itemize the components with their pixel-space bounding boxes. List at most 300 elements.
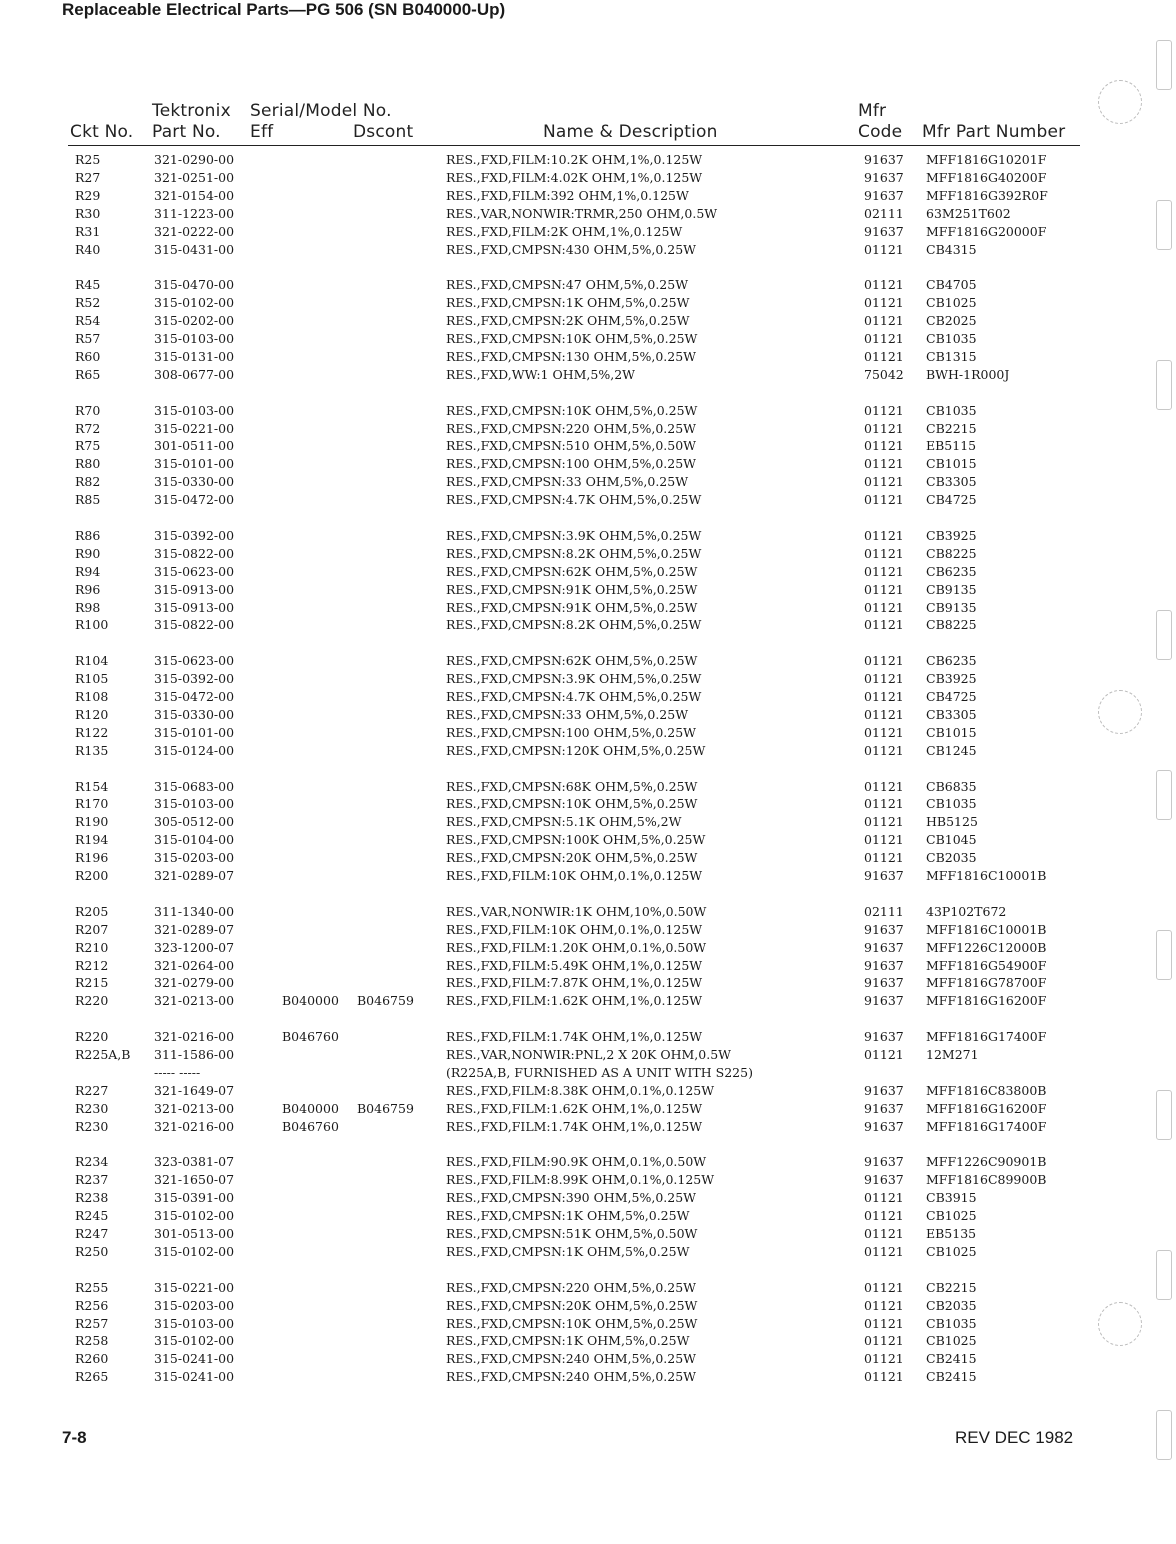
ckt-no-cell: R237 xyxy=(75,1172,109,1188)
part-number-cell: 321-0213-00 xyxy=(154,1100,235,1116)
mfr-code-cell: 01121 xyxy=(864,796,904,812)
part-number-cell: 315-0203-00 xyxy=(154,1297,235,1313)
table-row xyxy=(0,1207,1176,1224)
serial-eff-cell: B046760 xyxy=(282,1118,339,1134)
mfr-part-number-cell: MFF1816G78700F xyxy=(926,975,1047,991)
table-row xyxy=(0,527,1176,544)
description-cell: RES.,FXD,FILM:5.49K OHM,1%,0.125W xyxy=(446,957,703,973)
table-row xyxy=(0,921,1176,938)
ckt-no-cell: R245 xyxy=(75,1208,109,1224)
mfr-code-cell: 01121 xyxy=(864,1047,904,1062)
description-cell: RES.,FXD,FILM:392 OHM,1%,0.125W xyxy=(446,187,689,203)
table-row xyxy=(0,366,1176,383)
ckt-no-cell: R154 xyxy=(75,778,109,794)
mfr-code-cell: 01121 xyxy=(864,832,904,848)
table-row xyxy=(0,581,1176,598)
description-cell: RES.,FXD,FILM:8.99K OHM,0.1%,0.125W xyxy=(446,1172,715,1188)
ckt-no-cell: R90 xyxy=(75,545,101,561)
description-cell: RES.,FXD,CMPSN:8.2K OHM,5%,0.25W xyxy=(446,617,702,633)
ckt-no-cell: R45 xyxy=(75,277,101,293)
part-number-cell: 311-1586-00 xyxy=(154,1047,235,1062)
mfr-part-number-cell: CB2215 xyxy=(926,1279,977,1295)
table-row xyxy=(0,1064,1176,1081)
mfr-code-cell: 01121 xyxy=(864,671,904,687)
mfr-code-cell: 01121 xyxy=(864,581,904,597)
mfr-code-cell: 91637 xyxy=(864,993,904,1009)
mfr-part-number-cell: CB1035 xyxy=(926,796,977,812)
part-number-cell: 321-0154-00 xyxy=(154,187,235,203)
description-cell: RES.,FXD,CMPSN:510 OHM,5%,0.50W xyxy=(446,438,696,454)
ckt-no-cell: R80 xyxy=(75,456,101,472)
table-row xyxy=(0,974,1176,991)
description-cell: RES.,FXD,CMPSN:20K OHM,5%,0.25W xyxy=(446,1297,698,1313)
part-number-cell: 315-0103-00 xyxy=(154,331,235,346)
description-cell: RES.,FXD,CMPSN:220 OHM,5%,0.25W xyxy=(446,1279,696,1295)
mfr-part-number-cell: CB1025 xyxy=(926,1333,977,1349)
description-cell: RES.,FXD,CMPSN:120K OHM,5%,0.25W xyxy=(446,742,706,758)
ckt-no-cell: R265 xyxy=(75,1369,109,1385)
table-row xyxy=(0,312,1176,329)
part-number-cell: 315-0623-00 xyxy=(154,653,235,669)
table-row xyxy=(0,688,1176,705)
description-cell: RES.,FXD,CMPSN:5.1K OHM,5%,2W xyxy=(446,814,682,830)
table-row xyxy=(0,831,1176,848)
mfr-code-cell: 02111 xyxy=(864,903,904,919)
ckt-no-cell: R82 xyxy=(75,474,101,490)
description-cell: RES.,FXD,CMPSN:100 OHM,5%,0.25W xyxy=(446,456,696,472)
mfr-part-number-cell: CB3915 xyxy=(926,1190,977,1206)
ckt-no-cell: R60 xyxy=(75,348,101,364)
mfr-part-number-cell: CB1035 xyxy=(926,402,977,418)
mfr-part-number-cell: MFF1816G392R0F xyxy=(926,187,1048,203)
ckt-no-cell: R247 xyxy=(75,1226,109,1241)
mfr-code-cell: 01121 xyxy=(864,545,904,561)
ckt-no-cell: R170 xyxy=(75,796,109,812)
ckt-no-cell: R238 xyxy=(75,1190,109,1206)
ckt-no-cell: R52 xyxy=(75,295,101,311)
table-row xyxy=(0,223,1176,240)
ckt-no-cell: R70 xyxy=(75,402,101,418)
mfr-code-cell: 01121 xyxy=(864,241,904,257)
part-number-cell: 315-0124-00 xyxy=(154,742,235,758)
table-row xyxy=(0,1368,1176,1385)
table-row xyxy=(0,1171,1176,1188)
mfr-part-number-cell: CB4725 xyxy=(926,492,977,508)
mfr-code-cell: 01121 xyxy=(864,1226,904,1241)
mfr-code-cell: 01121 xyxy=(864,724,904,740)
table-row xyxy=(0,473,1176,490)
part-number-cell: 315-0392-00 xyxy=(154,671,235,687)
description-cell: RES.,FXD,FILM:2K OHM,1%,0.125W xyxy=(446,223,683,239)
description-cell: RES.,FXD,FILM:10K OHM,0.1%,0.125W xyxy=(446,921,703,937)
mfr-code-cell: 91637 xyxy=(864,957,904,973)
ckt-no-cell: R29 xyxy=(75,187,101,203)
mfr-code-cell: 91637 xyxy=(864,1100,904,1116)
mfr-part-number-cell: CB1015 xyxy=(926,456,977,472)
ckt-no-cell: R212 xyxy=(75,957,109,973)
mfr-part-number-cell: EB5115 xyxy=(926,438,977,454)
table-row xyxy=(0,706,1176,723)
mfr-part-number-cell: CB3925 xyxy=(926,527,977,543)
mfr-code-cell: 01121 xyxy=(864,778,904,794)
part-number-cell: 323-1200-07 xyxy=(154,939,235,955)
part-number-cell: 321-1649-07 xyxy=(154,1082,235,1098)
description-cell: RES.,FXD,FILM:4.02K OHM,1%,0.125W xyxy=(446,169,703,185)
mfr-code-cell: 91637 xyxy=(864,975,904,991)
mfr-code-cell: 01121 xyxy=(864,563,904,579)
description-cell: RES.,FXD,CMPSN:240 OHM,5%,0.25W xyxy=(446,1369,696,1385)
table-row xyxy=(0,1028,1176,1045)
mfr-code-cell: 91637 xyxy=(864,1082,904,1098)
description-cell: RES.,FXD,CMPSN:3.9K OHM,5%,0.25W xyxy=(446,671,702,687)
part-number-cell: 321-0264-00 xyxy=(154,957,235,973)
page-edge-tab xyxy=(1156,770,1172,820)
part-number-cell: 321-0213-00 xyxy=(154,993,235,1009)
description-cell: RES.,FXD,CMPSN:430 OHM,5%,0.25W xyxy=(446,241,696,257)
description-cell: RES.,FXD,CMPSN:4.7K OHM,5%,0.25W xyxy=(446,492,702,508)
mfr-code-cell: 91637 xyxy=(864,1118,904,1134)
page-edge-tab xyxy=(1156,610,1172,660)
description-cell: RES.,FXD,CMPSN:2K OHM,5%,0.25W xyxy=(446,313,690,329)
mfr-code-cell: 91637 xyxy=(864,1172,904,1188)
mfr-part-number-cell: CB4315 xyxy=(926,241,977,257)
mfr-code-cell: 01121 xyxy=(864,456,904,472)
mfr-code-cell: 01121 xyxy=(864,402,904,418)
serial-model-header: Serial/Model No. xyxy=(250,101,392,121)
part-number-cell: 315-0203-00 xyxy=(154,850,235,866)
description-cell: RES.,FXD,CMPSN:4.7K OHM,5%,0.25W xyxy=(446,689,702,704)
mfr-code-cell: 01121 xyxy=(864,617,904,633)
part-number-cell: 315-0683-00 xyxy=(154,778,235,794)
name-description-header: Name & Description xyxy=(543,122,718,142)
table-row xyxy=(0,1243,1176,1260)
description-cell: RES.,FXD,CMPSN:51K OHM,5%,0.50W xyxy=(446,1226,698,1241)
mfr-part-number-cell: CB1035 xyxy=(926,331,977,346)
description-cell: RES.,VAR,NONWIR:PNL,2 X 20K OHM,0.5W xyxy=(446,1047,732,1062)
table-row xyxy=(0,545,1176,562)
eff-header: Eff xyxy=(250,122,274,142)
ckt-no-cell: R258 xyxy=(75,1333,109,1349)
ckt-no-cell: R194 xyxy=(75,832,109,848)
table-row xyxy=(0,455,1176,472)
table-row xyxy=(0,1118,1176,1135)
mfr-part-number-cell: CB2415 xyxy=(926,1351,977,1367)
part-number-cell: 321-0216-00 xyxy=(154,1029,235,1045)
mfr-code-cell: 01121 xyxy=(864,277,904,293)
part-number-cell: 315-0102-00 xyxy=(154,1208,235,1224)
table-row xyxy=(0,616,1176,633)
part-number-cell: 321-0216-00 xyxy=(154,1118,235,1134)
mfr-part-number-cell: CB6235 xyxy=(926,563,977,579)
part-number-cell: 315-0221-00 xyxy=(154,1279,235,1295)
part-number-cell: 305-0512-00 xyxy=(154,814,235,830)
part-number-cell: 315-0104-00 xyxy=(154,832,235,848)
ckt-no-cell: R234 xyxy=(75,1154,109,1170)
ckt-no-cell: R122 xyxy=(75,724,109,740)
mfr-code-cell: 01121 xyxy=(864,1243,904,1259)
ckt-no-cell: R190 xyxy=(75,814,109,830)
mfr-part-number-cell: CB1025 xyxy=(926,1243,977,1259)
part-number-cell: 311-1223-00 xyxy=(154,205,235,221)
ckt-no-cell: R104 xyxy=(75,653,109,669)
mfr-part-number-cell: MFF1816G16200F xyxy=(926,1100,1047,1116)
ckt-no-cell: R30 xyxy=(75,205,101,221)
ckt-no-cell: R65 xyxy=(75,366,101,382)
serial-eff-cell: B040000 xyxy=(282,993,339,1009)
table-row xyxy=(0,276,1176,293)
mfr-part-number-cell: MFF1816G20000F xyxy=(926,223,1047,239)
ckt-no-cell: R100 xyxy=(75,617,109,633)
mfr-code-cell: 91637 xyxy=(864,868,904,883)
mfr-code-cell: 01121 xyxy=(864,527,904,543)
table-row xyxy=(0,867,1176,884)
serial-dscont-cell: B046759 xyxy=(357,993,414,1009)
ckt-no-cell: R220 xyxy=(75,993,109,1009)
description-cell: RES.,FXD,CMPSN:220 OHM,5%,0.25W xyxy=(446,420,696,436)
mfr-part-number-cell: CB1025 xyxy=(926,1208,977,1224)
table-row xyxy=(0,742,1176,759)
mfr-code-cell: 01121 xyxy=(864,295,904,311)
part-number-cell: 315-0391-00 xyxy=(154,1190,235,1206)
table-row xyxy=(0,402,1176,419)
ckt-no-cell: R220 xyxy=(75,1029,109,1045)
description-cell: RES.,FXD,CMPSN:240 OHM,5%,0.25W xyxy=(446,1351,696,1367)
description-cell: RES.,FXD,CMPSN:10K OHM,5%,0.25W xyxy=(446,796,698,812)
part-number-cell: 321-0279-00 xyxy=(154,975,235,991)
ckt-no-cell: R196 xyxy=(75,850,109,866)
page-edge-tab xyxy=(1156,40,1172,90)
mfr-code-cell: 01121 xyxy=(864,438,904,454)
mfr-part-number-cell: CB6235 xyxy=(926,653,977,669)
table-row xyxy=(0,187,1176,204)
part-number-cell: 315-0822-00 xyxy=(154,545,235,561)
part-number-cell: 321-0251-00 xyxy=(154,169,235,185)
revision-date: REV DEC 1982 xyxy=(955,1428,1074,1447)
mfr-part-number-cell: CB8225 xyxy=(926,617,977,633)
description-cell: RES.,FXD,CMPSN:1K OHM,5%,0.25W xyxy=(446,1243,690,1259)
ckt-no-cell: R105 xyxy=(75,671,109,687)
page-edge-tab xyxy=(1156,360,1172,410)
ckt-no-cell: R72 xyxy=(75,420,101,436)
table-row xyxy=(0,491,1176,508)
mfr-part-number-cell: MFF1816C83800B xyxy=(926,1082,1047,1098)
mfr-code-cell: 01121 xyxy=(864,420,904,436)
binder-hole xyxy=(1098,690,1142,734)
table-row xyxy=(0,348,1176,365)
mfr-part-number-cell: CB4725 xyxy=(926,689,977,704)
binder-hole xyxy=(1098,80,1142,124)
description-cell: RES.,FXD,CMPSN:33 OHM,5%,0.25W xyxy=(446,474,689,490)
part-number-cell: 321-1650-07 xyxy=(154,1172,235,1188)
mfr-code-cell: 75042 xyxy=(864,366,904,382)
table-row xyxy=(0,1315,1176,1332)
ckt-no-cell: R227 xyxy=(75,1082,109,1098)
mfr-code-cell: 01121 xyxy=(864,689,904,704)
mfr-code-cell: 91637 xyxy=(864,169,904,185)
part-number-cell: 323-0381-07 xyxy=(154,1154,235,1170)
mfr-code-cell: 01121 xyxy=(864,492,904,508)
page-edge-tab xyxy=(1156,1090,1172,1140)
ckt-no-cell: R135 xyxy=(75,742,109,758)
tektronix-header: Tektronix xyxy=(152,101,231,121)
part-number-cell: 315-0103-00 xyxy=(154,796,235,812)
mfr-part-number-cell: MFF1816G10201F xyxy=(926,152,1047,167)
description-cell: RES.,FXD,FILM:1.62K OHM,1%,0.125W xyxy=(446,993,703,1009)
table-row xyxy=(0,599,1176,616)
part-number-cell: 315-0103-00 xyxy=(154,1315,235,1331)
mfr-code-header: Code xyxy=(858,122,903,142)
mfr-part-number-cell: CB2025 xyxy=(926,313,977,329)
ckt-no-cell: R210 xyxy=(75,939,109,955)
mfr-code-cell: 01121 xyxy=(864,706,904,722)
ckt-no-cell: R40 xyxy=(75,241,101,257)
description-cell: RES.,FXD,CMPSN:1K OHM,5%,0.25W xyxy=(446,1333,690,1349)
table-row xyxy=(0,151,1176,168)
description-cell: RES.,FXD,FILM:8.38K OHM,0.1%,0.125W xyxy=(446,1082,715,1098)
description-cell: RES.,FXD,CMPSN:20K OHM,5%,0.25W xyxy=(446,850,698,866)
part-number-cell: 315-0913-00 xyxy=(154,599,235,615)
mfr-code-cell: 01121 xyxy=(864,850,904,866)
ckt-no-cell: R108 xyxy=(75,689,109,704)
part-number-cell: 315-0330-00 xyxy=(154,706,235,722)
ckt-no-cell: R85 xyxy=(75,492,101,508)
description-cell: RES.,FXD,FILM:1.20K OHM,0.1%,0.50W xyxy=(446,939,707,955)
part-number-cell: 315-0221-00 xyxy=(154,420,235,436)
table-row xyxy=(0,1189,1176,1206)
description-cell: RES.,FXD,CMPSN:130 OHM,5%,0.25W xyxy=(446,348,696,364)
page-edge-tab xyxy=(1156,930,1172,980)
description-cell: RES.,FXD,CMPSN:100 OHM,5%,0.25W xyxy=(446,724,696,740)
ckt-no-cell: R31 xyxy=(75,223,101,239)
table-row xyxy=(0,1332,1176,1349)
description-cell: RES.,FXD,CMPSN:8.2K OHM,5%,0.25W xyxy=(446,545,702,561)
part-number-cell: 321-0222-00 xyxy=(154,223,235,239)
table-row xyxy=(0,670,1176,687)
serial-dscont-cell: B046759 xyxy=(357,1100,414,1116)
mfr-part-number-cell: 43P102T672 xyxy=(926,903,1007,919)
description-cell: RES.,FXD,FILM:1.74K OHM,1%,0.125W xyxy=(446,1029,703,1045)
mfr-code-cell: 01121 xyxy=(864,1333,904,1349)
part-number-cell: 315-0472-00 xyxy=(154,492,235,508)
mfr-part-number-cell: MFF1816C89900B xyxy=(926,1172,1047,1188)
mfr-code-cell: 91637 xyxy=(864,187,904,203)
description-cell: RES.,FXD,FILM:1.62K OHM,1%,0.125W xyxy=(446,1100,703,1116)
ckt-no-cell: R225A,B xyxy=(75,1047,131,1062)
description-cell: RES.,FXD,CMPSN:3.9K OHM,5%,0.25W xyxy=(446,527,702,543)
ckt-no-cell: R75 xyxy=(75,438,101,454)
mfr-part-number-cell: 63M251T602 xyxy=(926,205,1011,221)
mfr-code-cell: 01121 xyxy=(864,331,904,346)
part-number-cell: 315-0330-00 xyxy=(154,474,235,490)
mfr-part-number-cell: CB3305 xyxy=(926,474,977,490)
mfr-code-cell: 01121 xyxy=(864,1351,904,1367)
part-number-cell: 315-0102-00 xyxy=(154,295,235,311)
ckt-no-cell: R25 xyxy=(75,152,101,167)
description-cell: RES.,FXD,FILM:10K OHM,0.1%,0.125W xyxy=(446,868,703,883)
ckt-no-cell: R120 xyxy=(75,706,109,722)
part-number-cell: 315-0103-00 xyxy=(154,402,235,418)
table-row xyxy=(0,241,1176,258)
mfr-part-number-cell: MFF1816C10001B xyxy=(926,868,1047,883)
mfr-code-cell: 91637 xyxy=(864,223,904,239)
description-cell: RES.,VAR,NONWIR:1K OHM,10%,0.50W xyxy=(446,903,707,919)
description-cell: RES.,FXD,CMPSN:47 OHM,5%,0.25W xyxy=(446,277,689,293)
ckt-no-cell: R250 xyxy=(75,1243,109,1259)
mfr-code-cell: 01121 xyxy=(864,814,904,830)
description-cell: RES.,VAR,NONWIR:TRMR,250 OHM,0.5W xyxy=(446,205,718,221)
ckt-no-cell: R57 xyxy=(75,331,101,346)
ckt-no-cell: R230 xyxy=(75,1118,109,1134)
description-cell: (R225A,B, FURNISHED AS A UNIT WITH S225) xyxy=(446,1064,753,1080)
mfr-code-cell: 01121 xyxy=(864,313,904,329)
table-row xyxy=(0,294,1176,311)
part-number-cell: 315-0101-00 xyxy=(154,724,235,740)
description-cell: RES.,FXD,FILM:7.87K OHM,1%,0.125W xyxy=(446,975,703,991)
mfr-code-cell: 91637 xyxy=(864,1154,904,1170)
part-number-cell: 315-0623-00 xyxy=(154,563,235,579)
table-row xyxy=(0,795,1176,812)
mfr-code-cell: 91637 xyxy=(864,1029,904,1045)
ckt-no-cell: R230 xyxy=(75,1100,109,1116)
mfr-header: Mfr xyxy=(858,101,887,121)
table-row xyxy=(0,1046,1176,1063)
part-number-cell: 315-0392-00 xyxy=(154,527,235,543)
mfr-part-number-cell: MFF1816G17400F xyxy=(926,1118,1047,1134)
serial-eff-cell: B040000 xyxy=(282,1100,339,1116)
description-cell: RES.,FXD,CMPSN:91K OHM,5%,0.25W xyxy=(446,581,698,597)
binder-hole xyxy=(1098,1302,1142,1346)
mfr-part-number-cell: CB3925 xyxy=(926,671,977,687)
mfr-part-number-cell: CB1025 xyxy=(926,295,977,311)
mfr-code-cell: 01121 xyxy=(864,1369,904,1385)
table-row xyxy=(0,1153,1176,1170)
part-number-cell: 321-0289-07 xyxy=(154,921,235,937)
part-number-cell: 321-0289-07 xyxy=(154,868,235,883)
ckt-no-cell: R255 xyxy=(75,1279,109,1295)
mfr-code-cell: 91637 xyxy=(864,939,904,955)
table-row xyxy=(0,1082,1176,1099)
mfr-part-number-cell: CB2415 xyxy=(926,1369,977,1385)
table-row xyxy=(0,330,1176,347)
description-cell: RES.,FXD,CMPSN:1K OHM,5%,0.25W xyxy=(446,1208,690,1224)
page-edge-tab xyxy=(1156,200,1172,250)
mfr-part-number-cell: CB4705 xyxy=(926,277,977,293)
description-cell: RES.,FXD,CMPSN:100K OHM,5%,0.25W xyxy=(446,832,706,848)
table-row xyxy=(0,1279,1176,1296)
part-number-cell: 315-0102-00 xyxy=(154,1333,235,1349)
mfr-part-number-cell: CB1035 xyxy=(926,1315,977,1331)
mfr-code-cell: 91637 xyxy=(864,921,904,937)
dscont-header: Dscont xyxy=(353,122,414,142)
ckt-no-cell: R94 xyxy=(75,563,101,579)
table-row xyxy=(0,957,1176,974)
mfr-part-number-cell: CB1245 xyxy=(926,742,977,758)
table-row xyxy=(0,420,1176,437)
table-row xyxy=(0,437,1176,454)
table-row xyxy=(0,652,1176,669)
mfr-part-number-cell: CB9135 xyxy=(926,599,977,615)
part-number-cell: 315-0102-00 xyxy=(154,1243,235,1259)
part-number-cell: 315-0241-00 xyxy=(154,1351,235,1367)
description-cell: RES.,FXD,CMPSN:10K OHM,5%,0.25W xyxy=(446,402,698,418)
mfr-code-cell: 91637 xyxy=(864,152,904,167)
description-cell: RES.,FXD,CMPSN:10K OHM,5%,0.25W xyxy=(446,1315,698,1331)
mfr-part-number-cell: MFF1226C90901B xyxy=(926,1154,1047,1170)
mfr-code-cell: 01121 xyxy=(864,742,904,758)
ckt-no-cell: R215 xyxy=(75,975,109,991)
ckt-no-cell: R257 xyxy=(75,1315,109,1331)
part-number-cell: 311-1340-00 xyxy=(154,903,235,919)
